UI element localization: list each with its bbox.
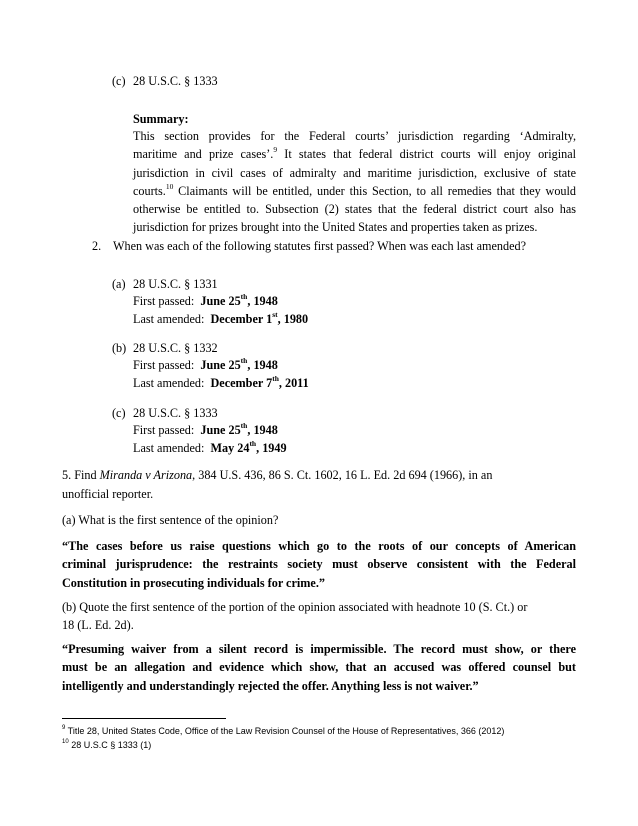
q5b-question-line2: 18 (L. Ed. 2d). xyxy=(62,618,134,632)
q1c-citation: 28 U.S.C. § 1333 xyxy=(133,74,218,88)
q2c-citation: 28 U.S.C. § 1333 xyxy=(133,406,218,420)
q2-number: 2. xyxy=(92,239,102,253)
summary-line-2: maritime and prize cases’.$^9$ It states that federal district courts will enjoy original xyxy=(133,145,576,162)
summary-line-3: jurisdiction in civil cases of admiralty and maritime jurisdiction, exclusive of state xyxy=(133,165,576,180)
q2a-first-passed: First passed: June 25th, 1948 xyxy=(133,291,278,308)
footnote-10: $^{10}$ 28 U.S.C § 1333 (1) xyxy=(62,739,152,750)
summary-paragraph xyxy=(133,127,576,237)
q2a-last-amended: Last amended: December 1st, 1980 xyxy=(133,309,309,326)
q2b-first-passed: First passed: June 25th, 1948 xyxy=(133,355,278,372)
summary-line-6: jurisdiction for prizes brought into the United States and properties taken as prizes. xyxy=(133,220,538,235)
q2a-marker: (a) xyxy=(112,277,126,291)
q5b-answer xyxy=(62,640,576,695)
footnote-9: $^9$ Title 28, United States Code, Office of the Law Revision Counsel of the House of Representatives, 366 (2012) xyxy=(62,725,505,736)
summary-heading: Summary: xyxy=(133,112,189,126)
q5b-answer-line-3: intelligently and understandingly rejected the offer. Anything less is not waiver.” xyxy=(62,678,479,693)
q5b-answer-line-2: must be an allegation and evidence which show, that an accused was offered counsel but xyxy=(62,660,576,675)
q2a-citation: 28 U.S.C. § 1331 xyxy=(133,277,218,291)
q2c-marker: (c) xyxy=(112,406,126,420)
q2c-first-passed: First passed: June 25th, 1948 xyxy=(133,420,278,437)
q5b-answer-line-1: “Presuming waiver from a silent record is impermissible. The record must show, or there xyxy=(62,642,576,656)
summary-line-4: courts.$^{10}$ Claimants will be entitled, under this Section, to all remedies that they would xyxy=(133,181,576,198)
footnote-ref-9[interactable]: 9 xyxy=(273,145,278,155)
footnote-ref-10[interactable]: 10 xyxy=(165,181,174,191)
summary-line-5: otherwise be entitled to. Subsection (2) states that the federal district court also has xyxy=(133,202,576,217)
q5a-answer xyxy=(62,537,576,592)
footnote-separator xyxy=(62,718,226,719)
q5a-answer-line-1: “The cases before us raise questions which go to the roots of our concepts of American xyxy=(62,539,576,553)
q1c-marker: (c) xyxy=(112,74,126,88)
q2-question: When was each of the following statutes first passed? When was each last amended? xyxy=(113,239,526,253)
q2b-citation: 28 U.S.C. § 1332 xyxy=(133,341,218,355)
summary-line-1: This section provides for the Federal courts’ jurisdiction regarding ‘Admiralty, xyxy=(133,129,576,143)
q5a-answer-line-3: Constitution in prosecuting individuals for crime.” xyxy=(62,575,325,590)
case-name: Miranda v Arizona xyxy=(99,468,193,482)
q2b-marker: (b) xyxy=(112,341,127,355)
q5a-question: (a) What is the first sentence of the opinion? xyxy=(62,513,279,527)
q2b-last-amended: Last amended: December 7th, 2011 xyxy=(133,373,309,390)
q2c-last-amended: Last amended: May 24th, 1949 xyxy=(133,438,287,455)
q5-intro-line2: unofficial reporter. xyxy=(62,487,154,501)
q5b-question-line1: (b) Quote the first sentence of the portion of the opinion associated with headnote 10 (S. Ct.) or xyxy=(62,600,528,614)
q5a-answer-line-2: criminal jurisprudence: the restraints society must observe consistent with the Federal xyxy=(62,557,576,572)
q5-intro: 5. Find Miranda v Arizona, 384 U.S. 436, 86 S. Ct. 1602, 16 L. Ed. 2d 694 (1966), in an xyxy=(62,468,493,482)
